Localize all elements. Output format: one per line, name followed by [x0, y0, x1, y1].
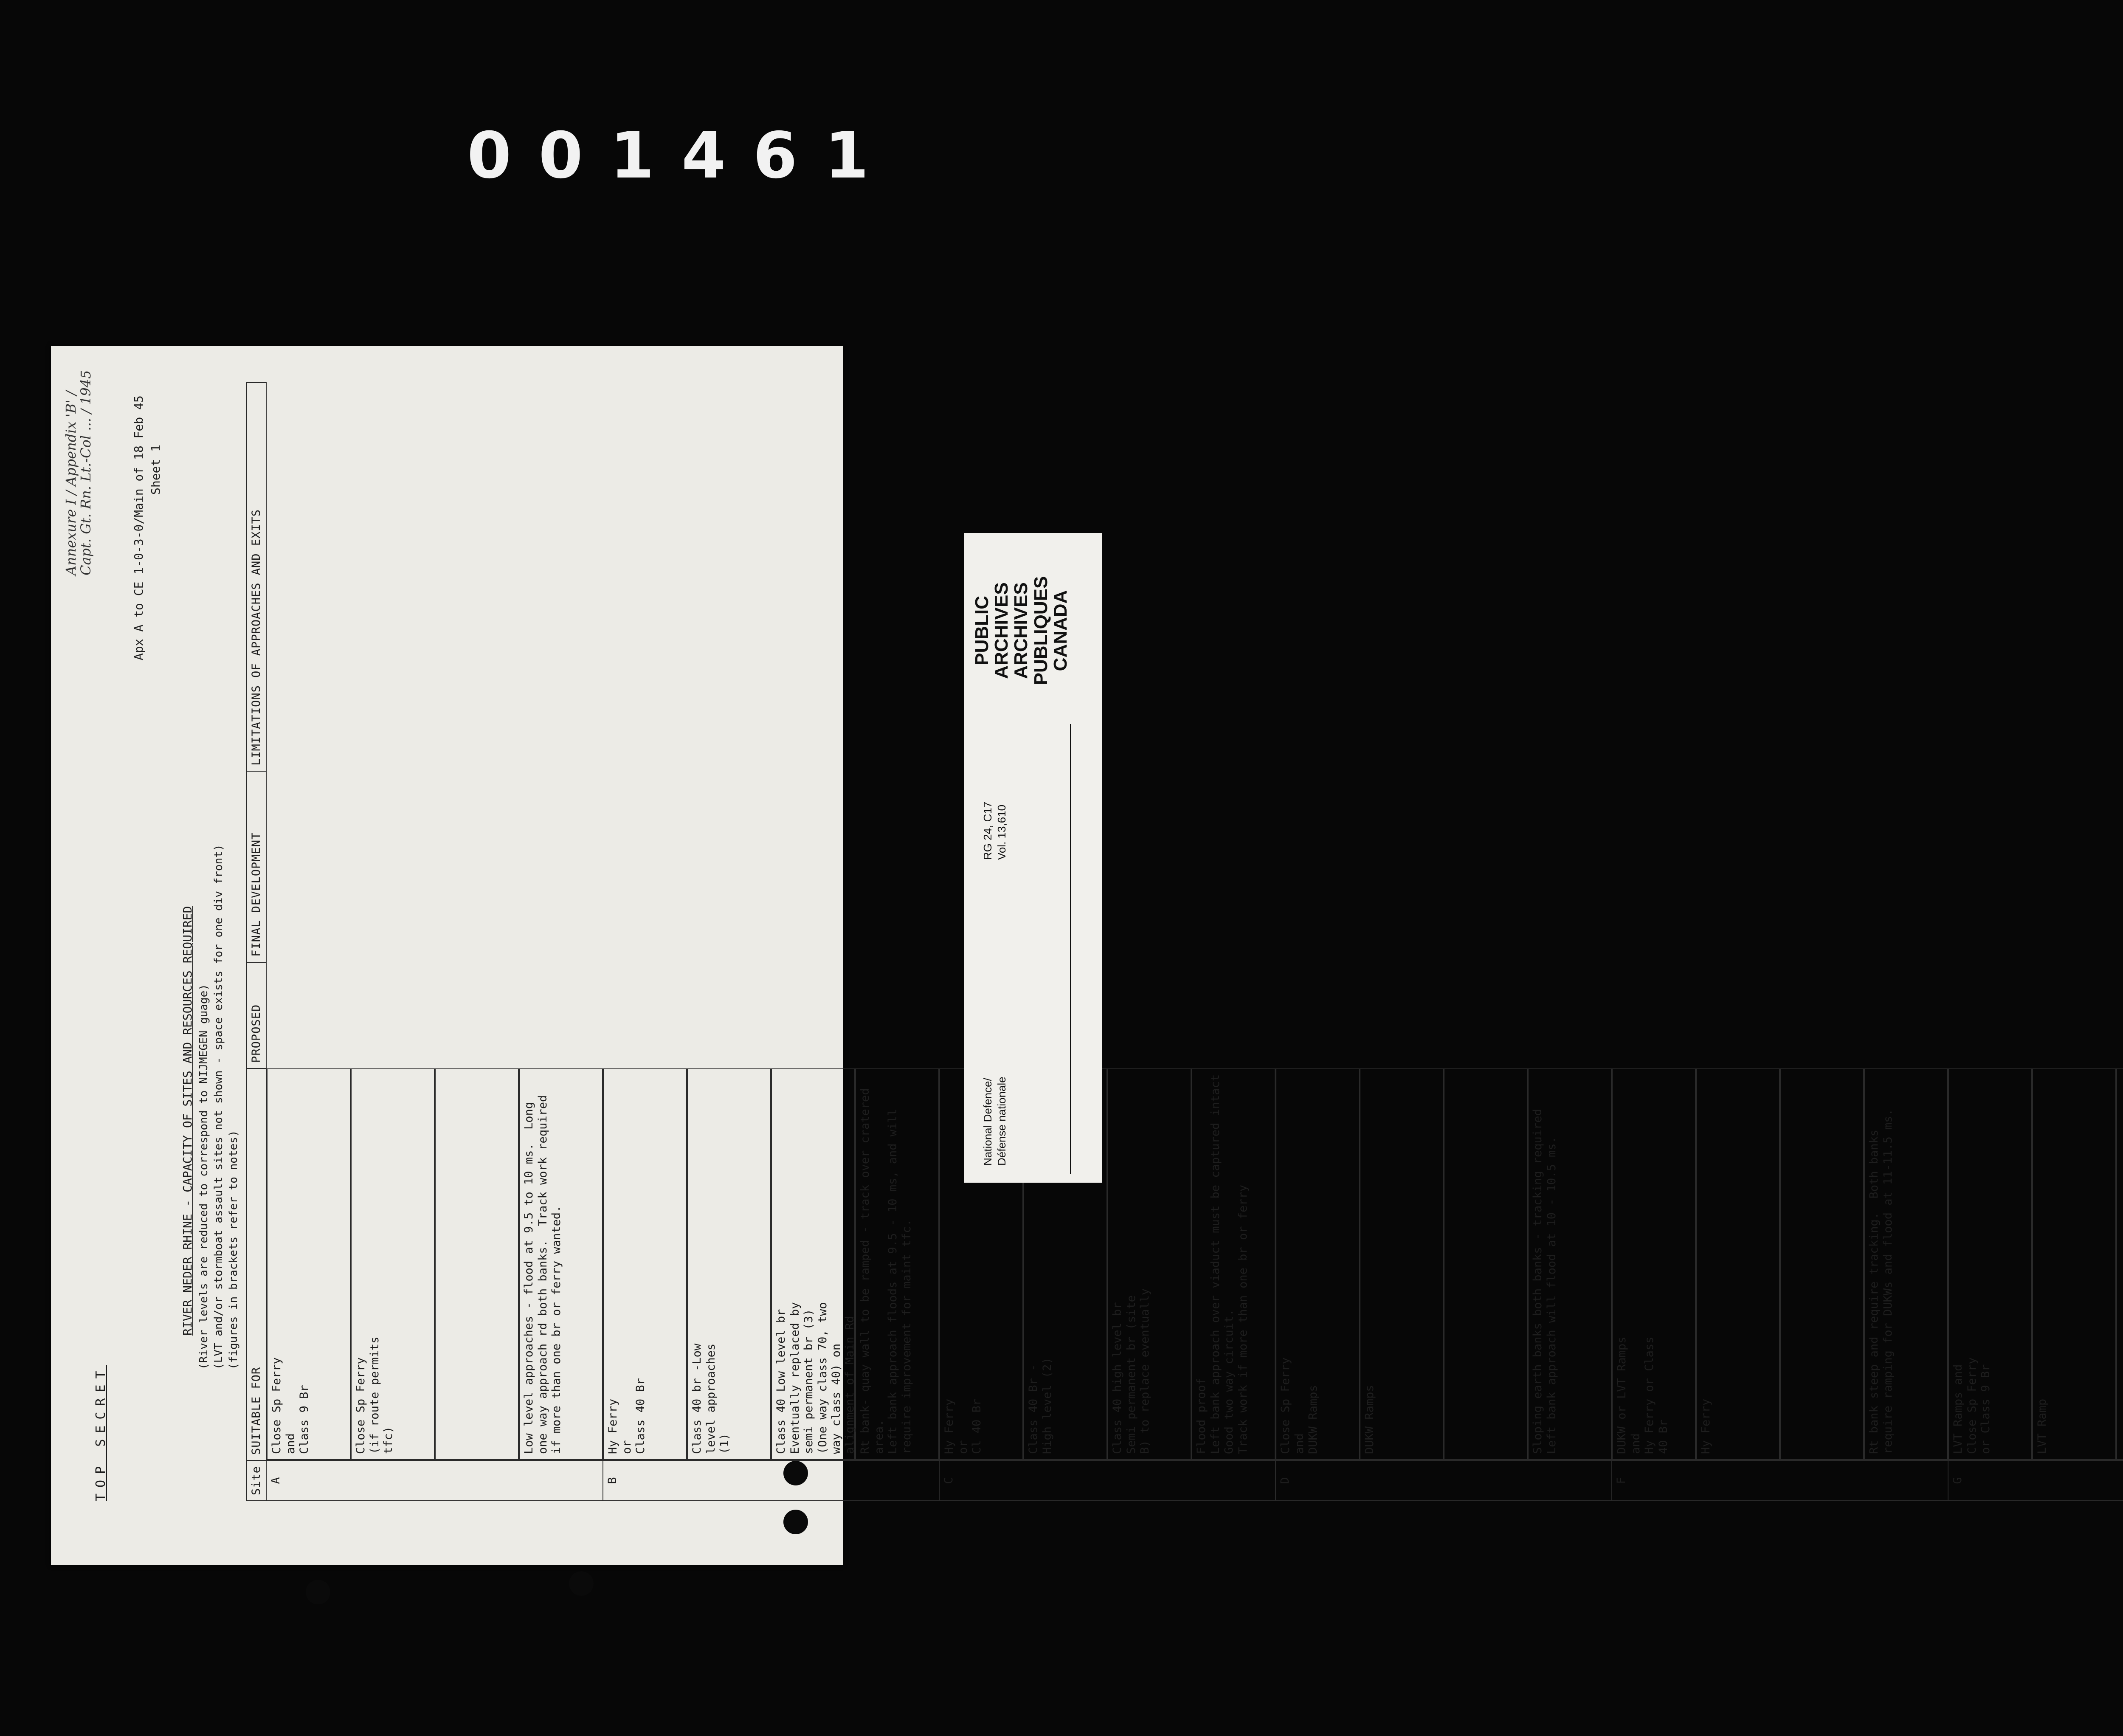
table-row [266, 383, 603, 1501]
cell-proposed: Close Sp Ferry (if route permits tfc) [351, 1068, 435, 1460]
sheet-number: Sheet 1 [149, 444, 163, 495]
cell-final-development: Class 40 Low level br Eventually replaced by semi permanent br (3) (One way class 70, two way class 40) on alignment of Main Rd [771, 1068, 855, 1460]
cell-site: D [1275, 1460, 1612, 1501]
cell-final-development [2116, 1068, 2123, 1460]
handwritten-note: Annexure I / Appendix 'B' / Capt. Gt. Rn. Lt.-Col ... / 1945 [63, 370, 94, 575]
cell-suitable-for: DUKW or LVT Ramps and Hy Ferry or Class 40 Br [1612, 1068, 1696, 1460]
cell-final-development [435, 1068, 519, 1460]
label-department-fr: Défense nationale [995, 1077, 1008, 1166]
table-row [1948, 383, 2123, 1501]
cell-site: B [603, 1460, 939, 1501]
table-header-row [247, 383, 266, 1501]
cell-proposed: LVT Ramp [2032, 1068, 2116, 1460]
cell-final-development: Class 40 high level br Semi permanent br (site B) to replace eventually [1107, 1068, 1191, 1460]
label-department [981, 1077, 1008, 1166]
punch-hole [306, 1580, 330, 1604]
document-title: RIVER NEDER RHINE - CAPACITY OF SITES AND RESOURCES REQUIRED [180, 906, 194, 1336]
classification-marking: TOP SECRET [93, 1365, 108, 1501]
cell-limitations: Rt bank steep and require tracking. Both banks require ramping for DUKWs and flood at 11-11.5 ms. [1864, 1068, 1948, 1460]
sites-table-wrapper [246, 382, 2123, 1501]
header-limitations: LIMITATIONS OF APPROACHES AND EXITS [247, 383, 266, 771]
cell-final-development [1444, 1068, 1528, 1460]
cell-proposed: Hy Ferry [1696, 1068, 1780, 1460]
cell-proposed: Class 40 br -Low level approaches (1) [687, 1068, 771, 1460]
table-row [1275, 383, 1612, 1501]
archive-title-fr: ARCHIVES PUBLIQUES [1011, 576, 1051, 685]
cell-limitations: Low level approaches - flood at 9.5 to 10 ms. Long one way approach rd both banks. Track work required if more than one br or ferry wanted. [519, 1068, 603, 1460]
cell-site: A [266, 1460, 603, 1501]
cell-proposed: DUKW Ramps [1360, 1068, 1444, 1460]
label-department-en: National Defence/ [981, 1078, 994, 1166]
sites-table [246, 382, 2123, 1501]
label-rg: RG 24, C17 [981, 801, 994, 860]
punch-hole [569, 1571, 594, 1596]
cell-limitations: Sloping earth banks both banks - tracking required Left bank approach will flood at 10 - 10.5 ms. [1528, 1068, 1612, 1460]
reference-line: Apx A to CE 1-0-3-0/Main of 18 Feb 45 [132, 395, 146, 660]
header-suitable-for: SUITABLE FOR [247, 1068, 266, 1460]
header-final-development: FINAL DEVELOPMENT [247, 771, 266, 962]
label-divider [1070, 724, 1071, 1174]
cell-suitable-for: Hy Ferry or Class 40 Br [603, 1068, 687, 1460]
archive-label [964, 533, 1102, 1183]
cell-suitable-for: LVT Ramps and Close Sp Ferry or Class 9 Br [1948, 1068, 2032, 1460]
label-record-group [981, 802, 1008, 860]
cell-proposed: Class 40 Br - High level (2) [1023, 1068, 1107, 1460]
header-proposed: PROPOSED [247, 962, 266, 1068]
cell-suitable-for: Hy Ferry or Cl 40 Br [939, 1068, 1023, 1460]
table-row [1612, 383, 1948, 1501]
cell-site: G [1948, 1460, 2123, 1501]
cell-limitations: Rt bank- quay wall to be ramped - track over cratered area. Left bank approach floods at 9.5 - 10 ms, and will require improvement for maint tfc. [855, 1068, 939, 1460]
table-row [603, 383, 939, 1501]
punch-hole [783, 1510, 808, 1534]
note-line-3: (figures in brackets refer to notes) [227, 1130, 240, 1370]
cell-site: C [939, 1460, 1275, 1501]
note-line-2: (LVT and/or stormboat assault sites not shown - space exists for one div front) [212, 844, 225, 1370]
archive-label-box [964, 660, 1102, 1183]
cell-suitable-for: Close Sp Ferry and DUKW Ramps [1275, 1068, 1360, 1460]
cell-final-development [1780, 1068, 1864, 1460]
archive-title-country: CANADA [1050, 590, 1071, 671]
frame-number: 001461 [467, 119, 896, 193]
header-site: Site [247, 1460, 266, 1501]
label-volume: Vol. 13,610 [995, 804, 1008, 860]
cell-suitable-for: Close Sp Ferry and Class 9 Br [267, 1068, 351, 1460]
cell-site: F [1612, 1460, 1948, 1501]
archive-title [972, 554, 1070, 707]
note-line-1: (River levels are reduced to correspond to NIJMEGEN guage) [197, 984, 210, 1370]
punch-hole [783, 1461, 808, 1485]
archive-title-en: PUBLIC ARCHIVES [971, 582, 1012, 679]
archive-label-content [964, 533, 1102, 1183]
cell-limitations: Flood proof Left bank approach over viaduct must be captured intact Good two way circuit. Track work if more than one br or ferry [1191, 1068, 1275, 1460]
